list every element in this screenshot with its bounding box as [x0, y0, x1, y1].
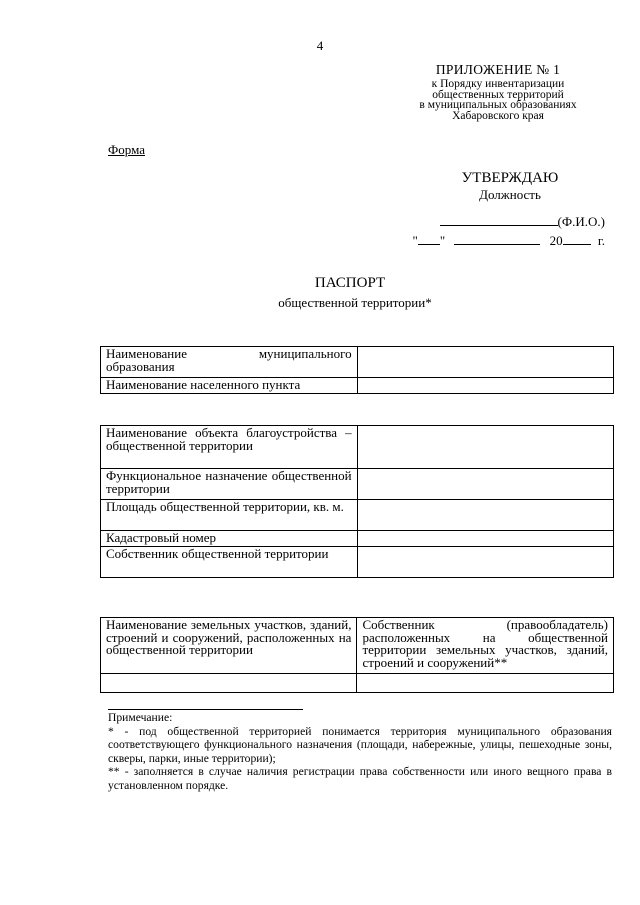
column-header-owner: Собственник (правообладатель) расположенных на общественной территории земельных участков, зданий, строений и сооружений**: [357, 618, 614, 674]
column-header-land-plots: Наименование земельных участков, зданий, строений и сооружений, расположенных на общественной территории: [101, 618, 357, 674]
row-label: Наименование муниципального образования: [101, 347, 358, 378]
year-blank: [563, 232, 591, 245]
approval-title: УТВЕРЖДАЮ: [461, 170, 559, 186]
table-row: [101, 546, 614, 577]
date-line: [390, 232, 605, 249]
value-cell[interactable]: [357, 469, 613, 500]
value-cell[interactable]: [357, 378, 613, 394]
row-label: Площадь общественной территории, кв. м.: [101, 500, 358, 531]
value-cell[interactable]: [357, 426, 613, 469]
appendix-line: в муниципальных образованиях: [419, 99, 577, 112]
appendix-subtitle: [392, 79, 604, 121]
table-row: [101, 674, 614, 693]
passport-title: ПАСПОРТ: [314, 275, 386, 291]
appendix-title: ПРИЛОЖЕНИЕ № 1: [435, 62, 561, 77]
row-label: Кадастровый номер: [101, 531, 358, 547]
year-suffix: г.: [597, 233, 605, 248]
form-label: Форма: [108, 142, 145, 157]
appendix-line: Хабаровского края: [452, 109, 544, 122]
page-number: 4: [316, 38, 324, 53]
table-row: [101, 531, 614, 547]
municipality-table: [100, 346, 614, 394]
footnote-heading: Примечание:: [108, 711, 173, 724]
value-cell[interactable]: [357, 531, 613, 547]
value-cell[interactable]: [357, 546, 613, 577]
table-row: [101, 347, 614, 378]
territory-table: [100, 425, 614, 578]
fio-label: (Ф.И.О.): [557, 214, 605, 229]
table-row: [101, 378, 614, 394]
value-cell[interactable]: [101, 674, 357, 693]
value-cell[interactable]: [357, 347, 613, 378]
signature-blank: [440, 213, 558, 226]
appendix-line: общественных территорий: [432, 88, 564, 101]
table-row: [101, 469, 614, 500]
approval-position: Должность: [479, 187, 541, 202]
footnote-divider: [108, 709, 303, 710]
footnotes: [108, 711, 612, 792]
appendix-line: к Порядку инвентаризации: [431, 78, 565, 90]
month-blank: [454, 232, 540, 245]
table-header-row: [101, 618, 614, 674]
footnote-1: * - под общественной территорией понимается территория муниципального образования соответствующего функционального назначения (площади, набережные, улицы, пешеходные зоны, скверы, парки, иные территории);: [108, 724, 612, 765]
value-cell[interactable]: [357, 674, 614, 693]
table-row: [101, 500, 614, 531]
row-label: Функциональное назначение общественной территории: [101, 469, 358, 500]
table-row: [101, 426, 614, 469]
value-cell[interactable]: [357, 500, 613, 531]
passport-subtitle: общественной территории*: [278, 295, 432, 310]
signature-line: [400, 213, 605, 230]
year-prefix: 20: [549, 233, 563, 248]
row-label: Собственник общественной территории: [101, 546, 358, 577]
property-table: [100, 617, 614, 693]
quote-close: ": [439, 233, 446, 248]
day-blank: [418, 232, 440, 245]
row-label: Наименование населенного пункта: [101, 378, 358, 394]
footnote-2: ** - заполняется в случае наличия регистрации права собственности или иного вещного права в установленном порядке.: [108, 765, 612, 792]
row-label: Наименование объекта благоустройства – общественной территории: [101, 426, 358, 469]
quote-open: ": [412, 233, 418, 248]
